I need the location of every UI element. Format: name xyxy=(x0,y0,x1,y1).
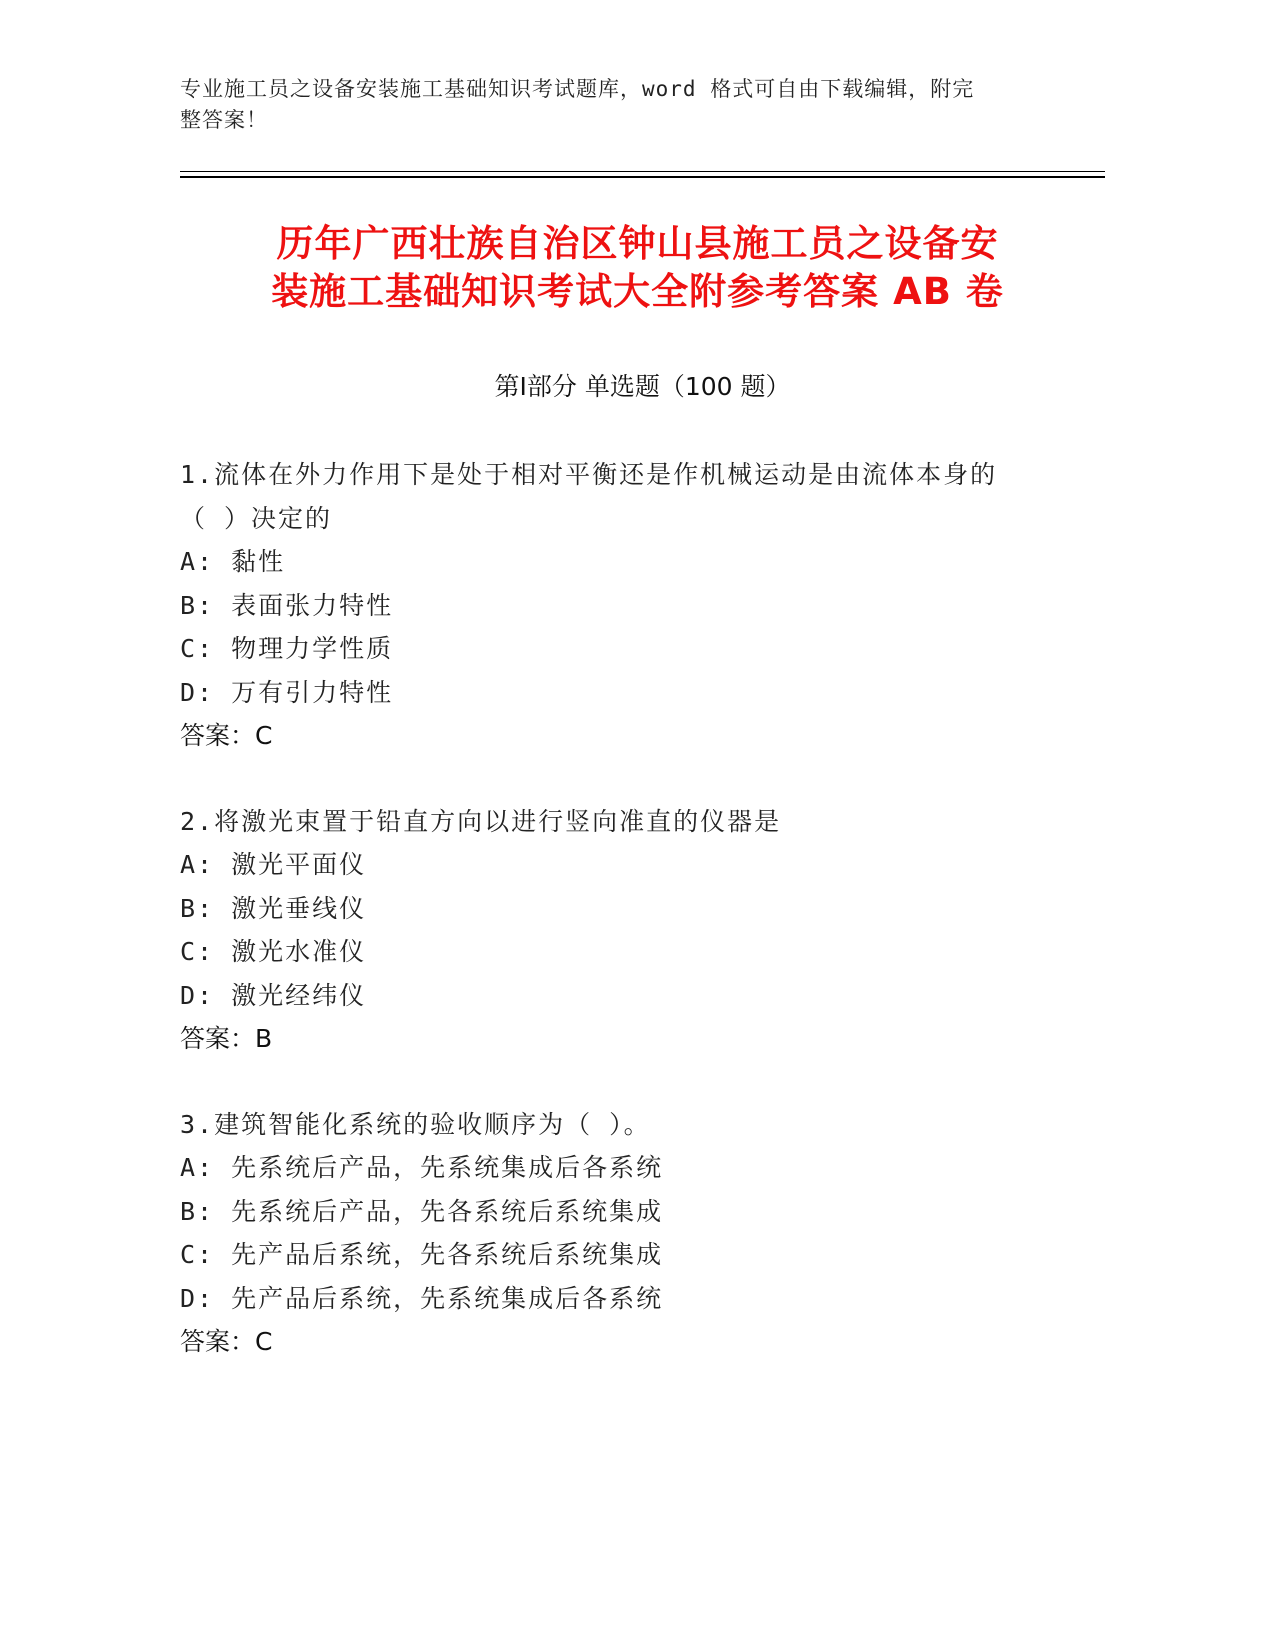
document-title-line1: 历年广西壮族自治区钟山县施工员之设备安 xyxy=(276,222,999,265)
question-stem-continued: （ ）决定的 xyxy=(180,503,333,533)
option-c: C: 先产品后系统，先各系统后系统集成 xyxy=(180,1240,664,1269)
answer: 答案：B xyxy=(180,1024,273,1053)
header-note-line2: 整答案！ xyxy=(180,108,268,132)
option-d: D: 激光经纬仪 xyxy=(180,980,367,1010)
header-divider-thick xyxy=(180,176,1105,178)
question-stem: 2.将激光束置于铅直方向以进行竖向准直的仪器是 xyxy=(180,806,782,836)
header-note xyxy=(180,74,1040,136)
header-note-line1: 专业施工员之设备安装施工基础知识考试题库，word 格式可自由下载编辑，附完 xyxy=(180,77,975,101)
section-heading: 第Ⅰ部分 单选题（100 题） xyxy=(494,372,791,401)
question-3 xyxy=(180,1103,1080,1364)
option-c: C: 激光水准仪 xyxy=(180,937,367,966)
answer: 答案：C xyxy=(180,1327,273,1356)
question-stem: 1.流体在外力作用下是处于相对平衡还是作机械运动是由流体本身的 xyxy=(180,460,998,489)
option-c: C: 物理力学性质 xyxy=(180,634,394,663)
option-a: A: 先系统后产品，先系统集成后各系统 xyxy=(180,1153,664,1182)
question-2 xyxy=(180,800,1080,1061)
option-a: A: 黏性 xyxy=(180,547,286,576)
header-divider-thin xyxy=(180,171,1105,172)
document-title xyxy=(160,220,1115,316)
question-stem: 3.建筑智能化系统的验收顺序为（ ）。 xyxy=(180,1109,651,1139)
question-1 xyxy=(180,453,1080,758)
option-b: B: 先系统后产品，先各系统后系统集成 xyxy=(180,1196,664,1226)
option-b: B: 激光垂线仪 xyxy=(180,893,367,923)
option-a: A: 激光平面仪 xyxy=(180,850,367,879)
option-d: D: 万有引力特性 xyxy=(180,677,394,707)
option-d: D: 先产品后系统，先系统集成后各系统 xyxy=(180,1283,664,1313)
document-title-line2: 装施工基础知识考试大全附参考答案 AB 卷 xyxy=(271,270,1004,313)
answer: 答案：C xyxy=(180,721,273,750)
question-list xyxy=(180,453,1080,1406)
option-b: B: 表面张力特性 xyxy=(180,590,394,620)
